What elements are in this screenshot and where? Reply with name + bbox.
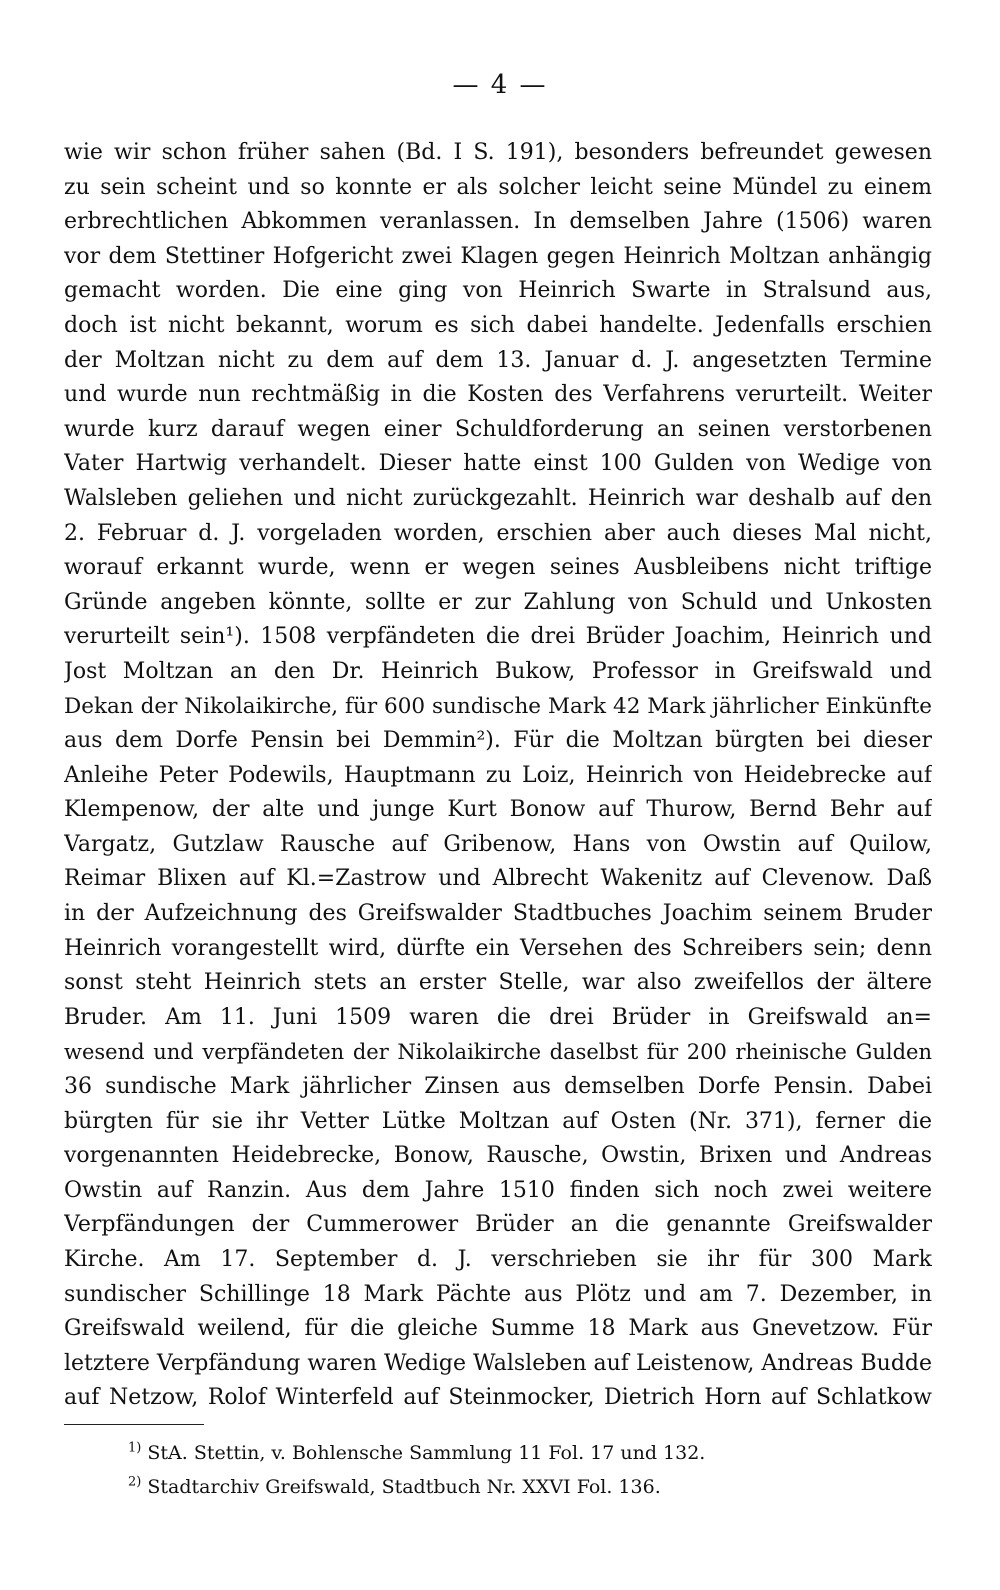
text-line: 2. Februar d. J. vorgeladen worden, erschien aber auch dieses Mal nicht, <box>64 520 932 546</box>
footnote-text: Stadtarchiv Greifswald, Stadtbuch Nr. XXVI Fol. 136. <box>147 1476 661 1498</box>
text-line: erbrechtlichen Abkommen veranlassen. In demselben Jahre (1506) waren <box>64 209 932 235</box>
body-text <box>64 136 932 1416</box>
text-line: und wurde nun rechtmäßig in die Kosten des Verfahrens verurteilt. Weiter <box>64 382 932 408</box>
text-line: Gründe angeben könnte, sollte er zur Zahlung von Schuld und Unkosten <box>64 589 932 615</box>
text-line: Vargatz, Gutzlaw Rausche auf Gribenow, Hans von Owstin auf Quilow, <box>64 831 932 857</box>
text-line: Vater Hartwig verhandelt. Dieser hatte einst 100 Gulden von Wedige von <box>64 451 932 477</box>
text-line: wurde kurz darauf wegen einer Schuldforderung an seinen verstorbenen <box>64 416 932 442</box>
text-line: gemacht worden. Die eine ging von Heinrich Swarte in Stralsund aus, <box>64 278 932 304</box>
text-line: der Moltzan nicht zu dem auf dem 13. Januar d. J. angesetzten Termine <box>64 347 932 373</box>
text-line: sonst steht Heinrich stets an erster Stelle, war also zweifellos der ältere <box>64 970 932 996</box>
text-line: Klempenow, der alte und junge Kurt Bonow auf Thurow, Bernd Behr auf <box>64 797 932 823</box>
footnote-text: StA. Stettin, v. Bohlensche Sammlung 11 Fol. 17 und 132. <box>147 1442 706 1464</box>
text-line: wie wir schon früher sahen (Bd. I S. 191), besonders befreundet gewesen <box>64 140 932 165</box>
footnote-divider <box>64 1424 204 1425</box>
footnote-2 <box>128 1470 928 1504</box>
text-line: sundischer Schillinge 18 Mark Pächte aus Plötz und am 7. Dezember, in <box>64 1281 932 1307</box>
text-line: Owstin auf Ranzin. Aus dem Jahre 1510 finden sich noch zwei weitere <box>64 1177 932 1203</box>
text-line: Jost Moltzan an den Dr. Heinrich Bukow, Professor in Greifswald und <box>64 658 932 684</box>
footnotes <box>128 1436 928 1504</box>
text-line: aus dem Dorfe Pensin bei Demmin²). Für die Moltzan bürgten bei dieser <box>64 728 932 754</box>
text-line: bürgten für sie ihr Vetter Lütke Moltzan auf Osten (Nr. 371), ferner die <box>64 1108 932 1134</box>
text-line: letztere Verpfändung waren Wedige Walsleben auf Leistenow, Andreas Budde <box>64 1350 932 1376</box>
footnote-marker: 1) <box>128 1440 142 1456</box>
text-line: Anleihe Peter Podewils, Hauptmann zu Loiz, Heinrich von Heidebrecke auf <box>64 762 932 788</box>
text-line: Reimar Blixen auf Kl.=Zastrow und Albrecht Wakenitz auf Clevenow. Daß <box>64 866 932 892</box>
text-line: Greifswald weilend, für die gleiche Summe 18 Mark aus Gnevetzow. Für <box>64 1316 932 1342</box>
footnote-marker: 2) <box>128 1474 142 1490</box>
text-line: doch ist nicht bekannt, worum es sich dabei handelte. Jedenfalls erschien <box>64 312 932 338</box>
text-line: Bruder. Am 11. Juni 1509 waren die drei Brüder in Greifswald an= <box>64 1004 932 1030</box>
text-line: Walsleben geliehen und nicht zurückgezahlt. Heinrich war deshalb auf den <box>64 485 932 511</box>
text-line: in der Aufzeichnung des Greifswalder Stadtbuches Joachim seinem Bruder <box>64 901 932 927</box>
text-line: vorgenannten Heidebrecke, Bonow, Rausche, Owstin, Brixen und Andreas <box>64 1143 932 1169</box>
text-line: Heinrich vorangestellt wird, dürfte ein Versehen des Schreibers sein; denn <box>64 935 932 961</box>
footnote-1 <box>128 1436 928 1470</box>
text-line: zu sein scheint und so konnte er als solcher leicht seine Mündel zu einem <box>64 174 932 200</box>
text-line: auf Netzow, Rolof Winterfeld auf Steinmocker, Dietrich Horn auf Schlatkow <box>64 1385 932 1411</box>
text-line: Dekan der Nikolaikirche, für 600 sundische Mark 42 Mark jährlicher Einkünfte <box>64 693 932 719</box>
text-line: Kirche. Am 17. September d. J. verschrieben sie ihr für 300 Mark <box>64 1247 932 1272</box>
page-number: — 4 — <box>452 70 548 100</box>
text-line: verurteilt sein¹). 1508 verpfändeten die drei Brüder Joachim, Heinrich und <box>64 624 932 650</box>
text-line: vor dem Stettiner Hofgericht zwei Klagen gegen Heinrich Moltzan anhängig <box>64 243 932 269</box>
text-line: Verpfändungen der Cummerower Brüder an die genannte Greifswalder <box>64 1212 932 1238</box>
text-line: wesend und verpfändeten der Nikolaikirche daselbst für 200 rheinische Gulden <box>64 1040 932 1065</box>
text-line: worauf erkannt wurde, wenn er wegen seines Ausbleibens nicht triftige <box>64 555 932 581</box>
text-line: 36 sundische Mark jährlicher Zinsen aus demselben Dorfe Pensin. Dabei <box>64 1074 932 1100</box>
